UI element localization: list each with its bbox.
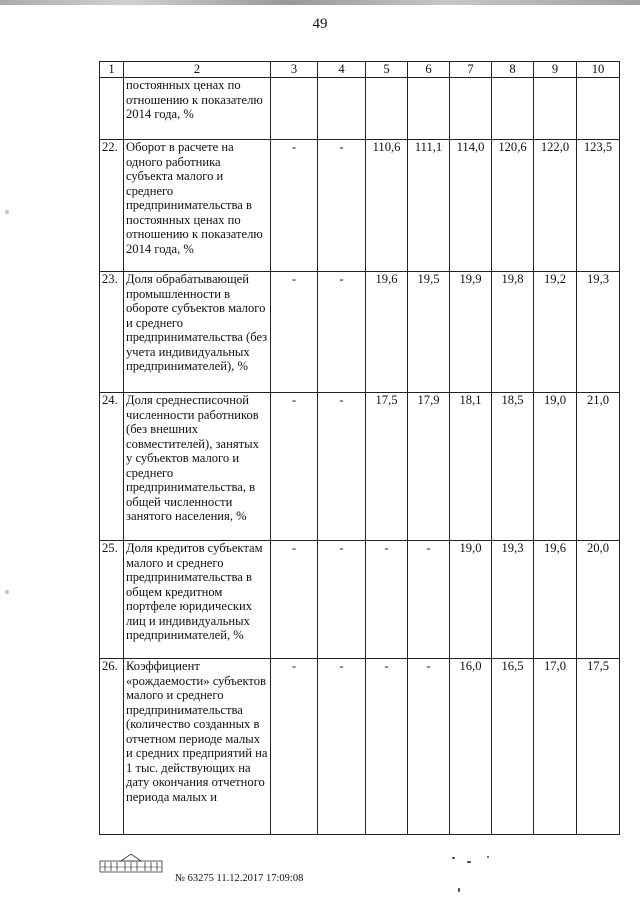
value-cell: -: [271, 541, 318, 659]
value-cell: [408, 78, 450, 140]
value-cell: 17,5: [366, 393, 408, 541]
value-cell: 123,5: [577, 140, 620, 272]
header-row: [100, 62, 620, 78]
column-header: 10: [577, 62, 620, 78]
column-header: 1: [100, 62, 124, 78]
table-row: [100, 272, 620, 393]
column-header: 5: [366, 62, 408, 78]
table-row: [100, 659, 620, 835]
value-cell: 17,5: [577, 659, 620, 835]
value-cell: 19,6: [534, 541, 577, 659]
scan-edge: [0, 0, 640, 5]
value-cell: -: [318, 659, 366, 835]
column-header: 6: [408, 62, 450, 78]
value-cell: [534, 78, 577, 140]
value-cell: 19,6: [366, 272, 408, 393]
value-cell: -: [366, 541, 408, 659]
indicator-text: Коэффициент «рождаемости» субъектов малого и среднего предпринимательства (количество созданных в отчетном периоде малых и средних предприятий на 1 тыс. действующих на дату окончания отчетного периода малых и: [124, 659, 271, 835]
value-cell: -: [271, 393, 318, 541]
indicator-text: Доля кредитов субъектам малого и среднего предпринимательства в общем кредитном портфеле юридических лиц и индивидуальных предпринимателей, %: [124, 541, 271, 659]
value-cell: 19,0: [450, 541, 492, 659]
value-cell: 18,5: [492, 393, 534, 541]
value-cell: -: [271, 659, 318, 835]
row-number: 26.: [100, 659, 124, 835]
row-number: 25.: [100, 541, 124, 659]
value-cell: 111,1: [408, 140, 450, 272]
value-cell: 120,6: [492, 140, 534, 272]
value-cell: 16,0: [450, 659, 492, 835]
column-header: 9: [534, 62, 577, 78]
value-cell: [450, 78, 492, 140]
value-cell: 17,9: [408, 393, 450, 541]
value-cell: -: [271, 272, 318, 393]
scan-speck: [467, 861, 471, 863]
scan-speck: [452, 857, 455, 859]
value-cell: [492, 78, 534, 140]
value-cell: 18,1: [450, 393, 492, 541]
indicator-text: постоянных ценах по отношению к показателю 2014 года, %: [124, 78, 271, 140]
value-cell: [366, 78, 408, 140]
value-cell: -: [318, 140, 366, 272]
binder-hole: [5, 210, 9, 214]
row-number: 24.: [100, 393, 124, 541]
column-header: 3: [271, 62, 318, 78]
scan-speck: [458, 888, 460, 892]
value-cell: 19,9: [450, 272, 492, 393]
page-number: 49: [312, 16, 328, 32]
registry-building-logo: [99, 852, 163, 874]
value-cell: 16,5: [492, 659, 534, 835]
row-number: [100, 78, 124, 140]
value-cell: -: [366, 659, 408, 835]
value-cell: -: [408, 659, 450, 835]
value-cell: -: [408, 541, 450, 659]
value-cell: -: [318, 541, 366, 659]
value-cell: [577, 78, 620, 140]
table-row: [100, 140, 620, 272]
value-cell: -: [318, 393, 366, 541]
row-number: 22.: [100, 140, 124, 272]
value-cell: 114,0: [450, 140, 492, 272]
value-cell: -: [318, 272, 366, 393]
value-cell: 110,6: [366, 140, 408, 272]
indicator-text: Оборот в расчете на одного работника субъекта малого и среднего предпринимательства в постоянных ценах по отношению к показателю 2014 года, %: [124, 140, 271, 272]
value-cell: 19,3: [577, 272, 620, 393]
indicator-text: Доля среднесписочной численности работников (без внешних совместителей), занятых у субъектов малого и среднего предпринимательства, в общей численности занятого населения, %: [124, 393, 271, 541]
value-cell: 19,2: [534, 272, 577, 393]
binder-hole: [5, 590, 9, 594]
column-header: 4: [318, 62, 366, 78]
value-cell: 19,8: [492, 272, 534, 393]
value-cell: [318, 78, 366, 140]
print-id: № 63275 11.12.2017 17:09:08: [175, 873, 304, 884]
indicators-table: [99, 61, 620, 835]
table-row: [100, 393, 620, 541]
value-cell: [271, 78, 318, 140]
table-row: [100, 541, 620, 659]
column-header: 8: [492, 62, 534, 78]
table-row: [100, 78, 620, 140]
column-header: 7: [450, 62, 492, 78]
value-cell: 19,0: [534, 393, 577, 541]
scan-speck: [487, 856, 489, 858]
indicator-text: Доля обрабатывающей промышленности в обороте субъектов малого и среднего предпринимательства (без учета индивидуальных предпринимателей), %: [124, 272, 271, 393]
row-number: 23.: [100, 272, 124, 393]
column-header: 2: [124, 62, 271, 78]
value-cell: 19,5: [408, 272, 450, 393]
value-cell: 122,0: [534, 140, 577, 272]
value-cell: 21,0: [577, 393, 620, 541]
value-cell: 19,3: [492, 541, 534, 659]
value-cell: 17,0: [534, 659, 577, 835]
document-footer: [99, 852, 619, 892]
value-cell: 20,0: [577, 541, 620, 659]
value-cell: -: [271, 140, 318, 272]
